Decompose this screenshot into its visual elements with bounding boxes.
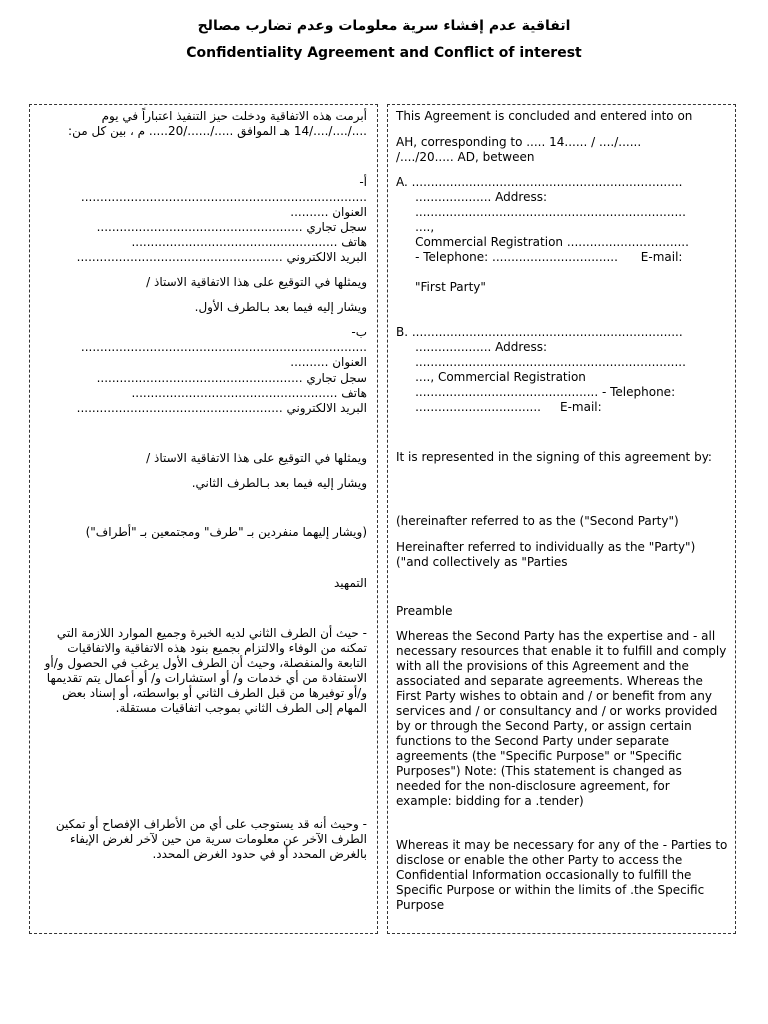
arabic-party-b-label: ب- [351, 325, 367, 339]
arabic-whereas-2: - وحيث أنه قد يستوجب على أي من الأطراف الإفصاح أو تمكين الطرف الآخر عن معلومات سرية من حين لآخر لغرض الإيفاء بالغرض المحدد أو في حدود الغرض المحدد. [55, 817, 367, 861]
english-represented: It is represented in the signing of this agreement by: [396, 450, 712, 464]
page-title-english: Confidentiality Agreement and Conflict of interest [186, 45, 582, 61]
arabic-party-a-label: أ- [359, 175, 367, 189]
arabic-party-a-cr: سجل تجاري ...................................................... [96, 220, 367, 234]
arabic-party-b-cr: سجل تجاري ...................................................... [96, 371, 367, 385]
arabic-party-b-address: العنوان .......... [290, 355, 367, 369]
arabic-party-a-representative: ويمثلها في التوقيع على هذا الاتفاقية الاستاذ / [146, 275, 367, 289]
arabic-party-b-phone: هاتف ...................................................... [131, 386, 367, 400]
english-party-b: B. ....................................................................... .................... Address: ....................................................................... ...., Commercial Registration ................................................ - Telephone: ................................. E-mail: [396, 325, 686, 414]
page-title-arabic: اتفاقية عدم إفشاء سرية معلومات وعدم تضارب مصالح [197, 18, 571, 34]
arabic-party-a-phone: هاتف ...................................................... [131, 235, 367, 249]
arabic-parties-reference: (ويشار إليهما منفردين بـ "طرف" ومجتمعين بـ "أطراف") [85, 525, 367, 539]
arabic-party-b-reference: ويشار إليه فيما بعد بـالطرف الثاني. [191, 476, 367, 490]
english-party-a-reference: "First Party" [415, 280, 486, 294]
arabic-party-b-line: ........................................................................... [80, 340, 367, 354]
arabic-whereas-1: - حيث أن الطرف الثاني لديه الخبرة وجميع الموارد اللازمة التي تمكنه من الوفاء والالتزام بجميع بنود هذه الاتفاقية والاتفاقيات التابعة والمنفصلة، وحيث أن الطرف الأول يرغب في الحصول و/أو الاستفادة من أي خدمات و/ أو استشارات و/ أو أعمال يتم تقديمها و/أو توفيرها من قبل الطرف الثاني أو بواسطته، أو إسناد بعض المهام إلى الطرف الثاني بموجب اتفاقيات مستقلة. [44, 626, 367, 715]
english-intro-line-2: AH, corresponding to ..... 14...... / ..../...... [396, 135, 642, 149]
arabic-party-b-representative: ويمثلها في التوقيع على هذا الاتفاقية الاستاذ / [146, 451, 367, 465]
english-whereas-2: Whereas it may be necessary for any of the - Parties to disclose or enable the other Party to access the Confidential Information occasionally to fulfill the Specific Purpose or within the limits of .the Specific Purpose [396, 838, 728, 912]
arabic-party-b-email: البريد الالكتروني ...................................................... [76, 401, 367, 415]
english-party-a: A. ....................................................................... .................... Address: ....................................................................... ...., Commercial Registration ................................ - Telephone: ................................. E-mail: [396, 175, 689, 264]
english-intro-line-1: This Agreement is concluded and entered into on [396, 109, 693, 123]
english-parties-reference: Hereinafter referred to individually as the "Party") ("and collectively as "Parties [396, 540, 696, 569]
arabic-intro: أبرمت هذه الاتفاقية ودخلت حيز التنفيذ اعتباراً في يوم ..../..../..../14 هـ الموافق ...../....../20..... م ، بين كل من: [68, 109, 367, 138]
english-preamble-heading: Preamble [396, 604, 453, 618]
arabic-column [29, 104, 378, 934]
arabic-party-a-reference: ويشار إليه فيما بعد بـالطرف الأول. [194, 300, 367, 314]
english-second-party-reference: (hereinafter referred to as the ("Second Party") [396, 514, 679, 528]
english-column [387, 104, 736, 934]
arabic-party-a-email: البريد الالكتروني ...................................................... [76, 250, 367, 264]
arabic-party-a-line: ........................................................................... [80, 190, 367, 204]
english-whereas-1: Whereas the Second Party has the expertise and - all necessary resources that enable it to fulfill and comply with all the provisions of this Agreement and the associated and separate agreements. Whereas the First Party wishes to obtain and / or benefit from any services and / or consultancy and / or works provided by or through the Second Party, or assign certain functions to the Second Party under separate agreements (the "Specific Purpose" or "Specific Purposes") Note: (This statement is changed as needed for the non-disclosure agreement, for example: bidding for a .tender) [396, 629, 727, 808]
arabic-party-a-address: العنوان .......... [290, 205, 367, 219]
english-intro-line-3: /..../20..... AD, between [396, 150, 535, 164]
arabic-preamble-heading: التمهيد [334, 576, 367, 590]
